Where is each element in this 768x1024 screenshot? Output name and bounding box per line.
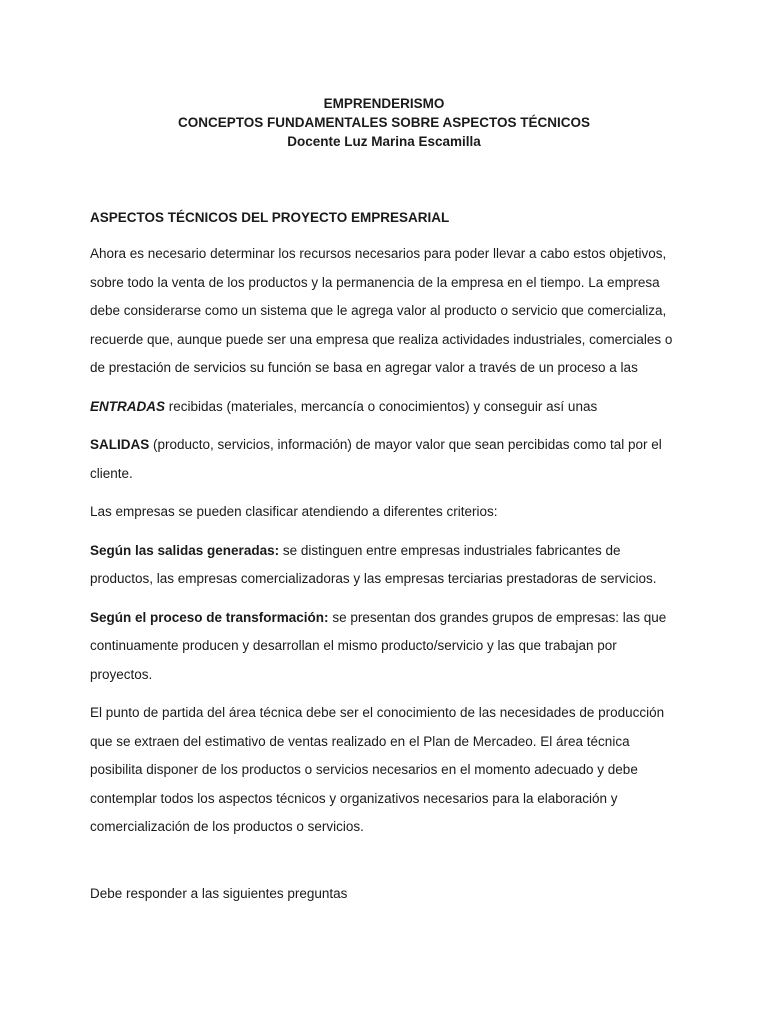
paragraph-salidas-text: (producto, servicios, información) de mayor valor que sean percibidas como tal por el cliente. [90,437,662,481]
document-body [90,207,680,918]
term-entradas: ENTRADAS [90,398,166,414]
paragraph-entradas-text: recibidas (materiales, mercancía o conocimientos) y conseguir así unas [165,398,598,414]
paragraph-salidas [90,431,680,488]
section-title: ASPECTOS TÉCNICOS DEL PROYECTO EMPRESARIAL [90,210,450,225]
paragraph-proceso-text: se presentan dos grandes grupos de empresas: las que continuamente producen y desarrollan el mismo producto/servicio y las que trabajan por proyectos. [90,609,667,682]
term-proceso: Según el proceso de transformación: [90,609,329,625]
paragraph-proceso [90,604,680,690]
spacer [90,852,680,880]
paragraph-salidas-generadas [90,537,680,594]
header-subtitle: CONCEPTOS FUNDAMENTALES SOBRE ASPECTOS TÉCNICOS [177,115,591,130]
header-title: EMPRENDERISMO [323,96,445,111]
paragraph-intro: Ahora es necesario determinar los recursos necesarios para poder llevar a cabo estos objetivos, sobre todo la venta de los productos y la permanencia de la empresa en el tiempo. La empresa debe considerarse como un sistema que le agrega valor al producto o servicio que comercializa, recuerde que, aunque puede ser una empresa que realiza actividades industriales, comerciales o de prestación de servicios su función se basa en agregar valor a través de un proceso a las [90,246,673,375]
paragraph-salidas-generadas-text: se distinguen entre empresas industriales fabricantes de productos, las empresas comercializadoras y las empresas terciarias prestadoras de servicios. [90,542,657,586]
paragraph-area-tecnica: El punto de partida del área técnica debe ser el conocimiento de las necesidades de producción que se extraen del estimativo de ventas realizado en el Plan de Mercadeo. El área técnica posibilita disponer de los productos o servicios necesarios en el momento adecuado y debe contemplar todos los aspectos técnicos y organizativos necesarios para la elaboración y comercialización de los productos o servicios. [90,705,665,834]
paragraph-preguntas: Debe responder a las siguientes preguntas [90,885,348,901]
document-header [0,94,768,151]
term-salidas: SALIDAS [90,437,150,452]
term-salidas-generadas: Según las salidas generadas: [90,542,280,558]
header-author: Docente Luz Marina Escamilla [287,134,481,149]
paragraph-criterios: Las empresas se pueden clasificar atendiendo a diferentes criterios: [90,504,498,519]
paragraph-entradas [90,393,680,422]
